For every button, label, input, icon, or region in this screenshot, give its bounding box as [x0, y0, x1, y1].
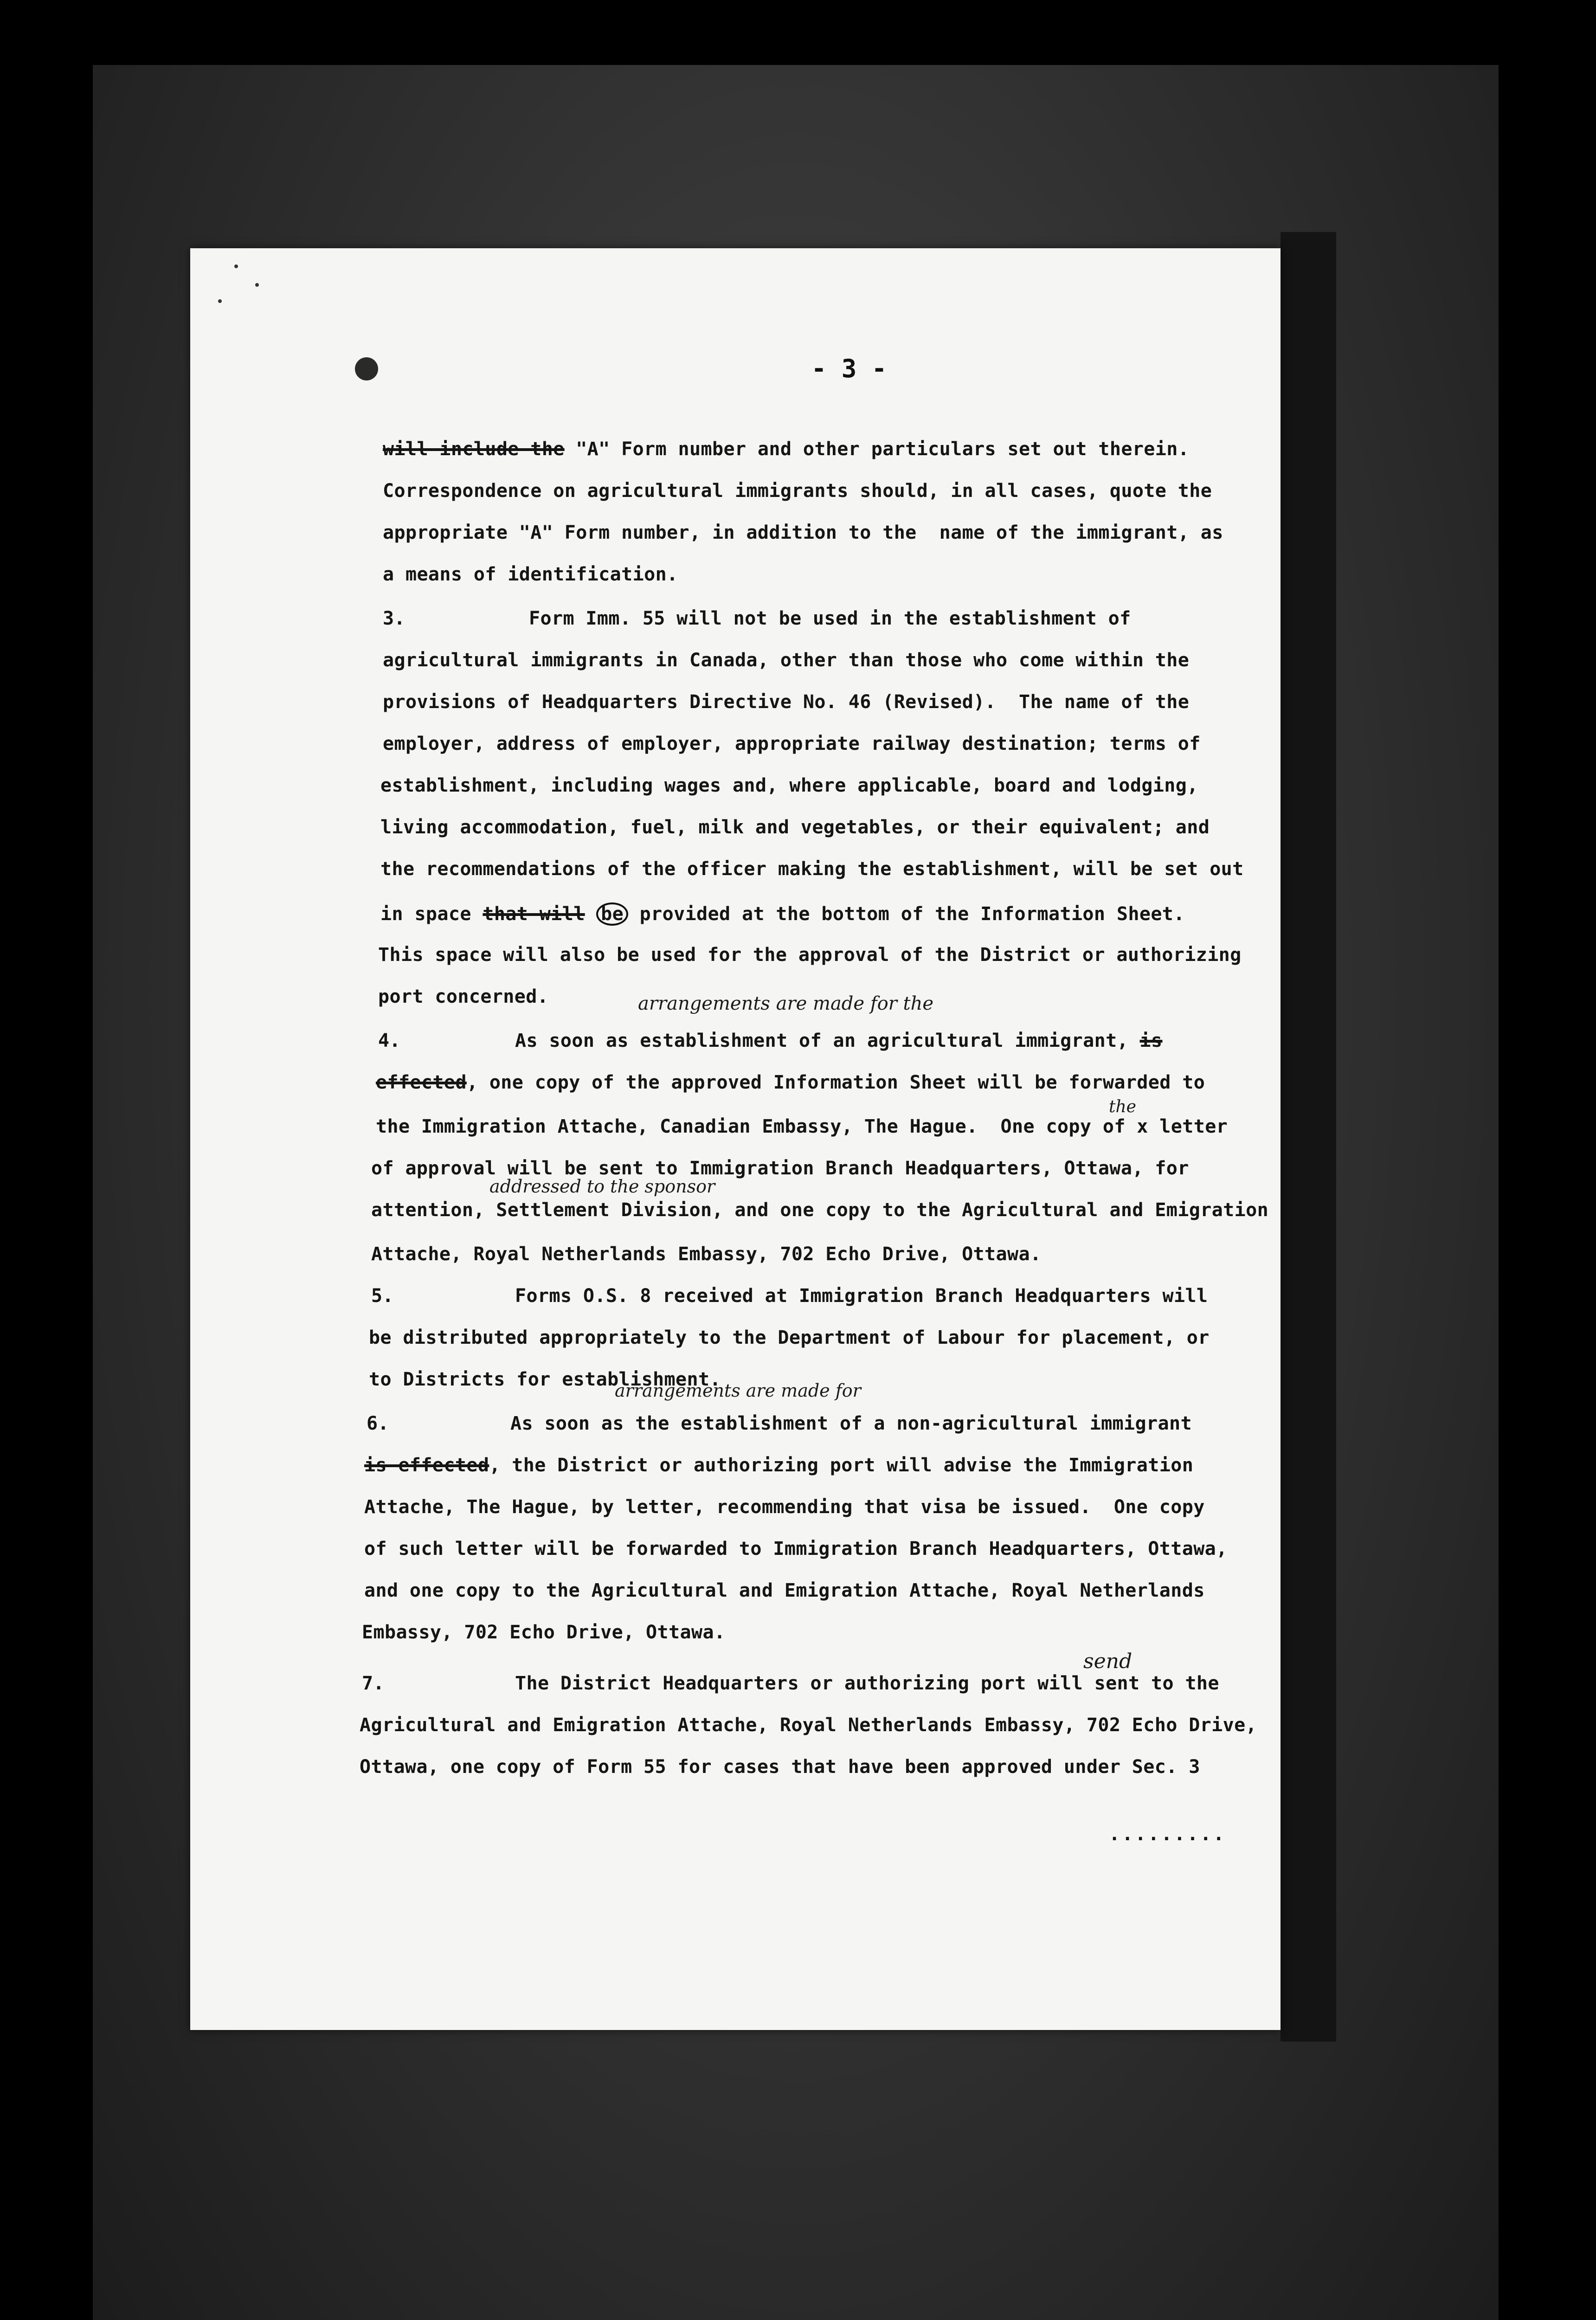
text-line-24: As soon as the establishment of a non-agricultural immigrant [510, 1413, 1192, 1434]
text-line-10: living accommodation, fuel, milk and vegetables, or their equivalent; and [380, 817, 1210, 838]
text-line-13: This space will also be used for the approval of the District or authorizing [378, 944, 1242, 966]
text-line-30: The District Headquarters or authorizing port will sent to the [515, 1673, 1219, 1694]
text-line-23: to Districts for establishment. [369, 1369, 721, 1390]
text-line-28: and one copy to the Agricultural and Emigration Attache, Royal Netherlands [364, 1580, 1205, 1601]
paragraph-number-3: 3. [383, 608, 405, 629]
continuation-dots: ......... [1109, 1824, 1226, 1845]
struck-text: that will [483, 903, 585, 925]
text-line-7: provisions of Headquarters Directive No. 46 (Revised). The name of the [383, 691, 1190, 713]
text-line-8: employer, address of employer, appropriate railway destination; terms of [383, 733, 1201, 754]
text-line-9: establishment, including wages and, where applicable, board and lodging, [380, 775, 1198, 796]
struck-text: is effected [364, 1455, 489, 1476]
circled-word: be [596, 902, 628, 926]
text-line-12: in space that will be provided at the bottom of the Information Sheet. [380, 903, 1185, 925]
text-line-4: a means of identification. [383, 564, 678, 585]
text-line-25: is effected, the District or authorizing port will advise the Immigration [364, 1455, 1194, 1476]
document-page [190, 248, 1281, 2030]
paragraph-number-4: 4. [378, 1030, 401, 1051]
text-line-29: Embassy, 702 Echo Drive, Ottawa. [362, 1622, 726, 1643]
paragraph-number-7: 7. [362, 1673, 385, 1694]
text-line-17: the Immigration Attache, Canadian Embassy, The Hague. One copy of x letter [376, 1116, 1228, 1137]
struck-text: effected [376, 1072, 467, 1093]
text-line-16: effected, one copy of the approved Information Sheet will be forwarded to [376, 1072, 1205, 1093]
text-line-11: the recommendations of the officer making the establishment, will be set out [380, 858, 1244, 880]
handwritten-insertion: the [1109, 1097, 1136, 1116]
text-line-19: attention, Settlement Division, and one copy to the Agricultural and Emigration [371, 1199, 1269, 1221]
text-line-2: Correspondence on agricultural immigrants should, in all cases, quote the [383, 480, 1212, 502]
text-line-14: port concerned. [378, 986, 549, 1007]
text-line-27: of such letter will be forwarded to Immigration Branch Headquarters, Ottawa, [364, 1538, 1228, 1560]
text-line-20: Attache, Royal Netherlands Embassy, 702 Echo Drive, Ottawa. [371, 1244, 1042, 1265]
handwritten-insertion: send [1083, 1650, 1133, 1673]
struck-text: is [1139, 1030, 1163, 1051]
text-line-21: Forms O.S. 8 received at Immigration Branch Headquarters will [515, 1285, 1208, 1307]
text-line-22: be distributed appropriately to the Department of Labour for placement, or [369, 1327, 1210, 1348]
text-line-31: Agricultural and Emigration Attache, Royal Netherlands Embassy, 702 Echo Drive, [360, 1714, 1257, 1736]
text-line-18: of approval will be sent to Immigration Branch Headquarters, Ottawa, for [371, 1158, 1189, 1179]
text-line-26: Attache, The Hague, by letter, recommending that visa be issued. One copy [364, 1496, 1205, 1518]
text-line-15: As soon as establishment of an agricultural immigrant, is [515, 1030, 1163, 1051]
handwritten-insertion: arrangements are made for the [638, 993, 934, 1014]
document-body [190, 248, 1281, 2030]
handwritten-insertion: addressed to the sponsor [489, 1176, 715, 1197]
text-line-6: agricultural immigrants in Canada, other than those who come within the [383, 650, 1190, 671]
text-line-32: Ottawa, one copy of Form 55 for cases that have been approved under Sec. 3 [360, 1756, 1200, 1778]
text-line-3: appropriate "A" Form number, in addition to the name of the immigrant, as [383, 522, 1223, 543]
scan-shadow-edge [1281, 232, 1336, 2042]
page-number: - 3 - [811, 354, 887, 383]
paragraph-number-5: 5. [371, 1285, 394, 1307]
struck-text: will include the [383, 438, 565, 460]
handwritten-insertion: arrangements are made for [615, 1380, 861, 1401]
text-line-5: Form Imm. 55 will not be used in the establishment of [529, 608, 1131, 629]
text-line-1: will include the "A" Form number and other particulars set out therein. [383, 438, 1190, 460]
paragraph-number-6: 6. [367, 1413, 389, 1434]
